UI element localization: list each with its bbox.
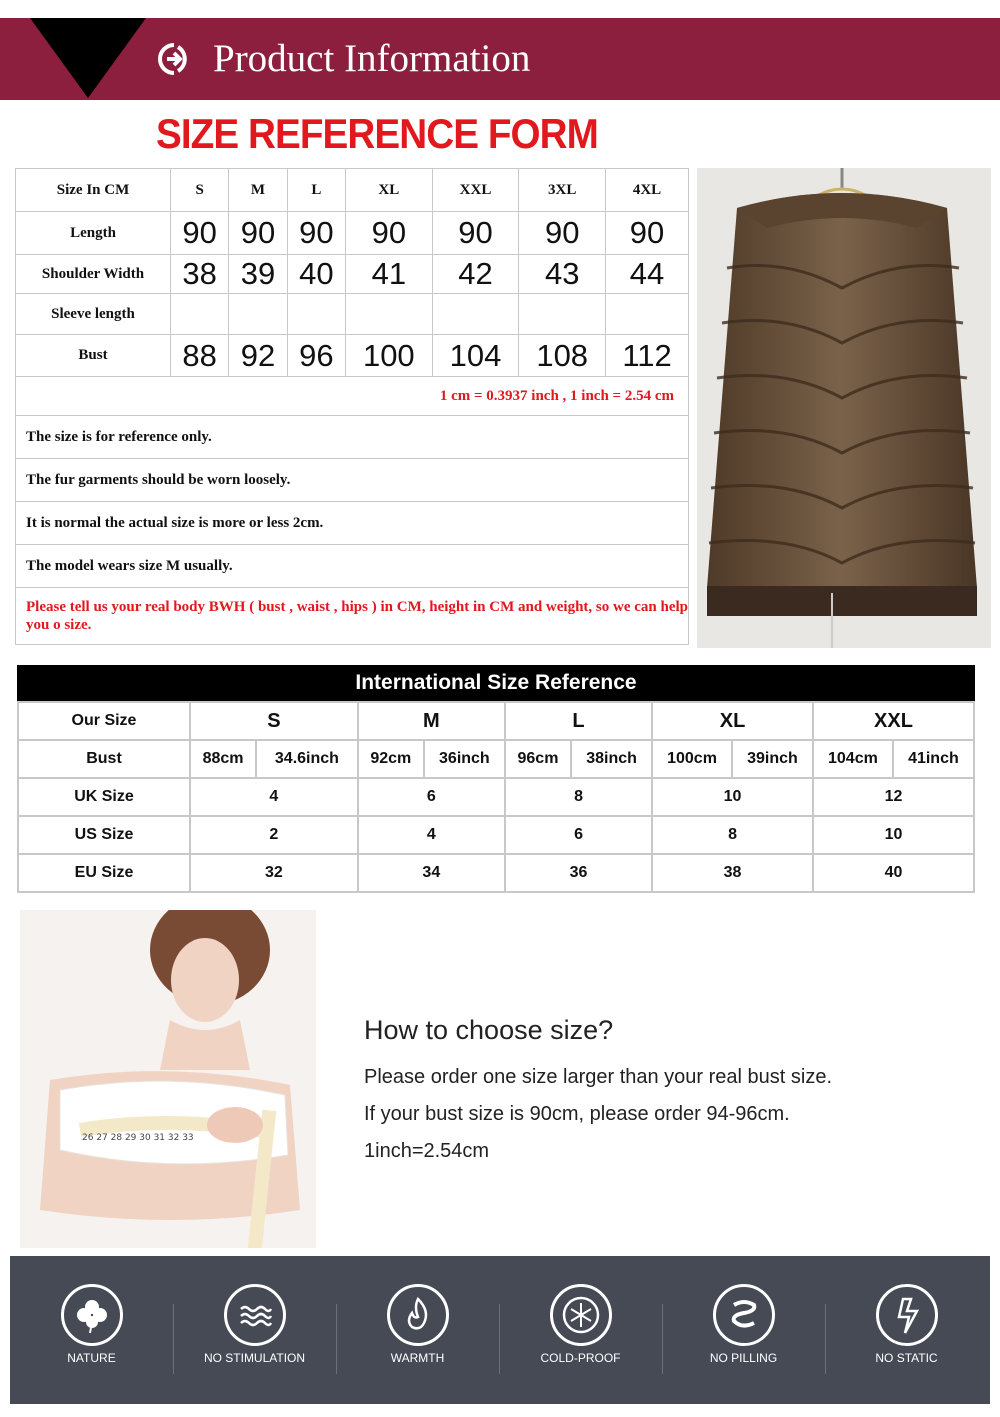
table-cell: 10	[652, 778, 813, 816]
table-cell: 90	[519, 212, 606, 255]
feature-cold-proof	[499, 1256, 662, 1404]
intl-size-title: International Size Reference	[17, 665, 975, 701]
table-cell: 41inch	[893, 740, 974, 778]
table-row	[16, 212, 689, 255]
pilling-icon	[716, 1287, 772, 1343]
size-header: M	[229, 169, 287, 212]
size-header: 4XL	[606, 169, 689, 212]
table-cell: 2	[190, 816, 358, 854]
table-cell	[606, 294, 689, 335]
corner-cell: Our Size	[18, 702, 190, 740]
table-cell: 38inch	[571, 740, 652, 778]
table-cell: 6	[505, 816, 652, 854]
table-row	[18, 702, 974, 740]
choose-size-line: 1inch=2.54cm	[364, 1140, 490, 1162]
row-label: US Size	[18, 816, 190, 854]
flame-icon	[390, 1287, 446, 1343]
table-cell: 10	[813, 816, 974, 854]
table-cell: 40	[287, 255, 345, 294]
feature-label: COLD-PROOF	[540, 1351, 621, 1365]
table-cell	[519, 294, 606, 335]
table-cell: 41	[345, 255, 432, 294]
feature-no-static	[825, 1256, 988, 1404]
fur-vest-photo	[697, 168, 991, 648]
row-label: Shoulder Width	[16, 255, 171, 294]
note-line: It is normal the actual size is more or less 2cm.	[16, 502, 689, 545]
table-cell: 112	[606, 335, 689, 377]
table-cell: 92cm	[358, 740, 424, 778]
row-label: Bust	[16, 335, 171, 377]
table-cell: 108	[519, 335, 606, 377]
note-line: The model wears size M usually.	[16, 545, 689, 588]
table-cell: 12	[813, 778, 974, 816]
row-label: UK Size	[18, 778, 190, 816]
row-label: Length	[16, 212, 171, 255]
table-cell: 104cm	[813, 740, 893, 778]
note-line: The size is for reference only.	[16, 416, 689, 459]
row-label: Sleeve length	[16, 294, 171, 335]
feature-label: NO PILLING	[709, 1351, 778, 1365]
table-cell: 8	[505, 778, 652, 816]
page-title: Product Information	[213, 37, 531, 80]
table-cell: 90	[171, 212, 229, 255]
size-header: XL	[345, 169, 432, 212]
waves-icon	[227, 1287, 283, 1343]
table-cell: 43	[519, 255, 606, 294]
table-cell: 38	[171, 255, 229, 294]
size-reference-table	[15, 168, 689, 645]
table-cell: 92	[229, 335, 287, 377]
table-row	[18, 778, 974, 816]
size-header: S	[171, 169, 229, 212]
model-measuring-photo	[20, 910, 316, 1248]
feature-label: NO STIMULATION	[203, 1351, 306, 1365]
table-cell: 90	[432, 212, 519, 255]
clover-icon	[64, 1287, 120, 1343]
feature-warmth	[336, 1256, 499, 1404]
table-cell: 100cm	[652, 740, 732, 778]
size-header: L	[287, 169, 345, 212]
table-cell: 90	[229, 212, 287, 255]
table-row	[16, 255, 689, 294]
size-header: XL	[652, 702, 813, 740]
table-cell: 96cm	[505, 740, 571, 778]
arrow-right-icon	[158, 43, 190, 75]
table-cell: 39inch	[732, 740, 813, 778]
table-cell: 96	[287, 335, 345, 377]
table-cell: 42	[432, 255, 519, 294]
table-row	[16, 335, 689, 377]
snowflake-icon	[553, 1287, 609, 1343]
corner-cell: Size In CM	[16, 169, 171, 212]
row-label: Bust	[18, 740, 190, 778]
choose-size-line: Please order one size larger than your real bust size.	[364, 1066, 833, 1088]
table-cell	[345, 294, 432, 335]
unit-conversion: 1 cm = 0.3937 inch , 1 inch = 2.54 cm	[16, 377, 689, 416]
size-header: S	[190, 702, 358, 740]
size-header: XXL	[432, 169, 519, 212]
table-cell: 88	[171, 335, 229, 377]
table-cell: 90	[287, 212, 345, 255]
size-header: M	[358, 702, 505, 740]
table-cell	[287, 294, 345, 335]
table-cell: 100	[345, 335, 432, 377]
table-row	[18, 816, 974, 854]
row-label: EU Size	[18, 854, 190, 892]
feature-label: WARMTH	[390, 1351, 445, 1365]
table-cell: 34	[358, 854, 505, 892]
choose-size-line: If your bust size is 90cm, please order 94-96cm.	[364, 1103, 790, 1125]
table-cell: 38	[652, 854, 813, 892]
feature-nature	[10, 1256, 173, 1404]
table-cell	[171, 294, 229, 335]
tape-numbers: 26 27 28 29 30 31 32 33	[82, 1133, 194, 1143]
table-cell: 40	[813, 854, 974, 892]
table-cell: 36	[505, 854, 652, 892]
banner-triangle	[30, 18, 146, 98]
size-form-heading: SIZE REFERENCE FORM	[156, 110, 598, 157]
table-row	[16, 294, 689, 335]
table-cell: 104	[432, 335, 519, 377]
table-cell: 34.6inch	[256, 740, 358, 778]
choose-size-title: How to choose size?	[364, 1015, 614, 1045]
size-header: 3XL	[519, 169, 606, 212]
feature-label: NO STATIC	[875, 1351, 938, 1365]
table-cell: 32	[190, 854, 358, 892]
table-cell: 90	[345, 212, 432, 255]
intl-size-table	[17, 701, 975, 893]
table-cell: 4	[358, 816, 505, 854]
table-cell: 6	[358, 778, 505, 816]
table-cell: 44	[606, 255, 689, 294]
lightning-icon	[879, 1287, 935, 1343]
size-header: XXL	[813, 702, 974, 740]
table-row	[18, 740, 974, 778]
model-illustration	[20, 910, 316, 1248]
features-strip	[10, 1256, 990, 1404]
size-header: L	[505, 702, 652, 740]
table-row	[18, 854, 974, 892]
table-cell	[229, 294, 287, 335]
table-cell: 88cm	[190, 740, 256, 778]
note-line: The fur garments should be worn loosely.	[16, 459, 689, 502]
feature-label: NATURE	[67, 1351, 116, 1365]
feature-no-pilling	[662, 1256, 825, 1404]
table-cell: 36inch	[424, 740, 505, 778]
fur-vest-illustration	[697, 168, 991, 648]
table-cell: 90	[606, 212, 689, 255]
table-cell: 39	[229, 255, 287, 294]
feature-no-stimulation	[173, 1256, 336, 1404]
table-cell: 4	[190, 778, 358, 816]
table-cell: 8	[652, 816, 813, 854]
measurement-request: Please tell us your real body BWH ( bust , waist , hips ) in CM, height in CM and weight, so we can help you o size.	[16, 588, 689, 645]
table-cell	[432, 294, 519, 335]
